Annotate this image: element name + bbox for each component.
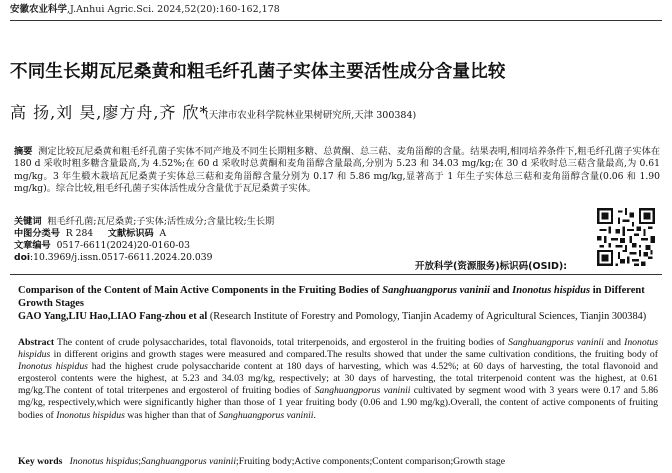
title-en-species: Sanghuangporus vaninii	[382, 285, 490, 296]
affiliation-cn: (天津市农业科学院林业果树研究所,天津 300384)	[205, 110, 417, 121]
doi-value: :10.3969/j.issn.0517-6611.2024.20.039	[30, 252, 213, 263]
species-name: Inonotus hispidus	[18, 361, 88, 373]
species-name: Inonotus hispidus	[18, 337, 658, 361]
doc-code-label: 文献标识码	[107, 228, 154, 239]
article-number-line	[14, 240, 190, 252]
keywords-cn	[14, 216, 274, 228]
abstract-en-text: .	[313, 409, 316, 421]
keyword-species: Sanghuangporus vaninii	[141, 456, 237, 467]
keyword-species: Inonotus hispidus	[69, 456, 139, 467]
species-name: Sanghuangporus vaninii	[508, 337, 604, 348]
article-title-en	[18, 285, 662, 310]
abstract-en-text: had the highest crude polysaccharide content at 180 days of harvesting, which was 4.52%; at 60 days of harvesting, the total flavonoid and ergosterol contents were the highest, at 5.23 and 34.03 mg/kg, respectively; at 30 days of harvesting, the total triterpenoid content was the highest, at 0.61 mg/kg.The content of total triterpenes and ergosterol of fruiting bodies of	[18, 361, 658, 397]
abstract-en-text: and	[603, 337, 625, 348]
title-en-species: Inonotus hispidus	[512, 285, 591, 296]
authors-en	[18, 311, 662, 324]
keywords-cn-label: 关键词	[14, 216, 42, 227]
article-number-label: 文章编号	[14, 240, 51, 251]
title-en-part: and	[489, 285, 513, 296]
keywords-en	[18, 456, 658, 468]
keywords-en-label: Key words	[18, 456, 63, 467]
authors-cn: 高 扬,刘 昊,廖方舟,齐 欣*	[10, 103, 209, 122]
keyword-sep: ;	[138, 456, 142, 467]
header-rule	[10, 20, 662, 21]
section-rule	[10, 274, 662, 275]
article-number-value: 0517-6611(2024)20-0160-03	[56, 240, 190, 251]
clc-line	[14, 228, 166, 240]
doi-label: doi	[14, 252, 31, 263]
clc-label: 中图分类号	[14, 228, 60, 239]
species-name: Inonotus hispidus	[56, 409, 125, 421]
abstract-en-text: cultivated by segment wood with 3 years were 0.17 and 5.86 mg/kg, respectively,which were significantly higher than those of 1 year fruiting body (0.06 and 1.90 mg/kg).Overall, the content of active components of fruiting bodies of	[18, 385, 659, 421]
abstract-cn	[14, 146, 660, 195]
doi-line	[14, 252, 212, 264]
title-en-part: in Different Growth Stages	[18, 285, 645, 309]
qr-code-icon[interactable]	[597, 208, 655, 266]
abstract-en-text: in different origins and growth stages were measured and compared.The results showed that under the same cultivation conditions, the fruiting body of	[50, 349, 658, 361]
article-title-cn: 不同生长期瓦尼桑黄和粗毛纤孔菌子实体主要活性成分含量比较	[10, 62, 506, 82]
abstract-cn-text: 测定比较瓦尼桑黄和粗毛纤孔菌子实体不同产地及不同生长期粗多糖、总黄酮、总三萜、麦角甾醇的含量。结果表明,相同培养条件下,粗毛纤孔菌子实体在 180 d 采收时粗多糖含量最高,为 4.52%;在 60 d 采收时总黄酮和麦角甾醇含量最高,分别为 5.23 和 34.03 mg/kg;在 30 d 采收时总三萜含量最高,为 0.61 mg/kg。3 年生椴木栽培瓦尼桑黄子实体总三萜和麦角甾醇含量分别为 0.17 和 5.86 mg/kg,显著高于 1 年生子实体总三萜和麦角甾醇含量(0.06 和 1.90 mg/kg)。综合比较,粗毛纤孔菌子实体活性成分含量优于瓦尼桑黄子实体。	[14, 146, 661, 194]
journal-name-cn: 安徽农业科学	[10, 4, 68, 15]
abstract-en	[18, 337, 658, 422]
journal-citation: ,J.Anhui Agric.Sci. 2024,52(20):160-162,178	[67, 4, 280, 15]
affiliation-en: (Research Institute of Forestry and Pomology, Tianjin Academy of Agricultural Sciences, Tianjin 300384)	[207, 311, 647, 322]
journal-header	[10, 3, 662, 17]
species-name: Sanghuangporus vaninii	[218, 409, 314, 421]
title-en-part: Comparison of the Content of Main Active Components in the Fruiting Bodies of	[18, 285, 383, 296]
clc-value: R 284	[65, 228, 94, 239]
keywords-en-rest: ;Fruiting body;Active components;Content comparison;Growth stage	[236, 456, 506, 467]
authors-en-names: GAO Yang,LIU Hao,LIAO Fang-zhou et al	[18, 311, 208, 322]
abstract-en-text: The content of crude polysaccharides, total flavonoids, total triterpenoids, and ergosterol in the fruiting bodies of	[54, 337, 509, 348]
doc-code-value: A	[159, 228, 167, 239]
osid-label: 开放科学(资源服务)标识码(OSID):	[415, 261, 568, 272]
abstract-en-label: Abstract	[18, 337, 55, 348]
species-name: Sanghuangporus vaninii	[314, 385, 411, 397]
keywords-cn-text: 粗毛纤孔菌;瓦尼桑黄;子实体;活性成分;含量比较;生长期	[47, 216, 275, 227]
abstract-en-text: was higher than that of	[124, 409, 219, 421]
abstract-cn-label: 摘要	[14, 146, 33, 157]
